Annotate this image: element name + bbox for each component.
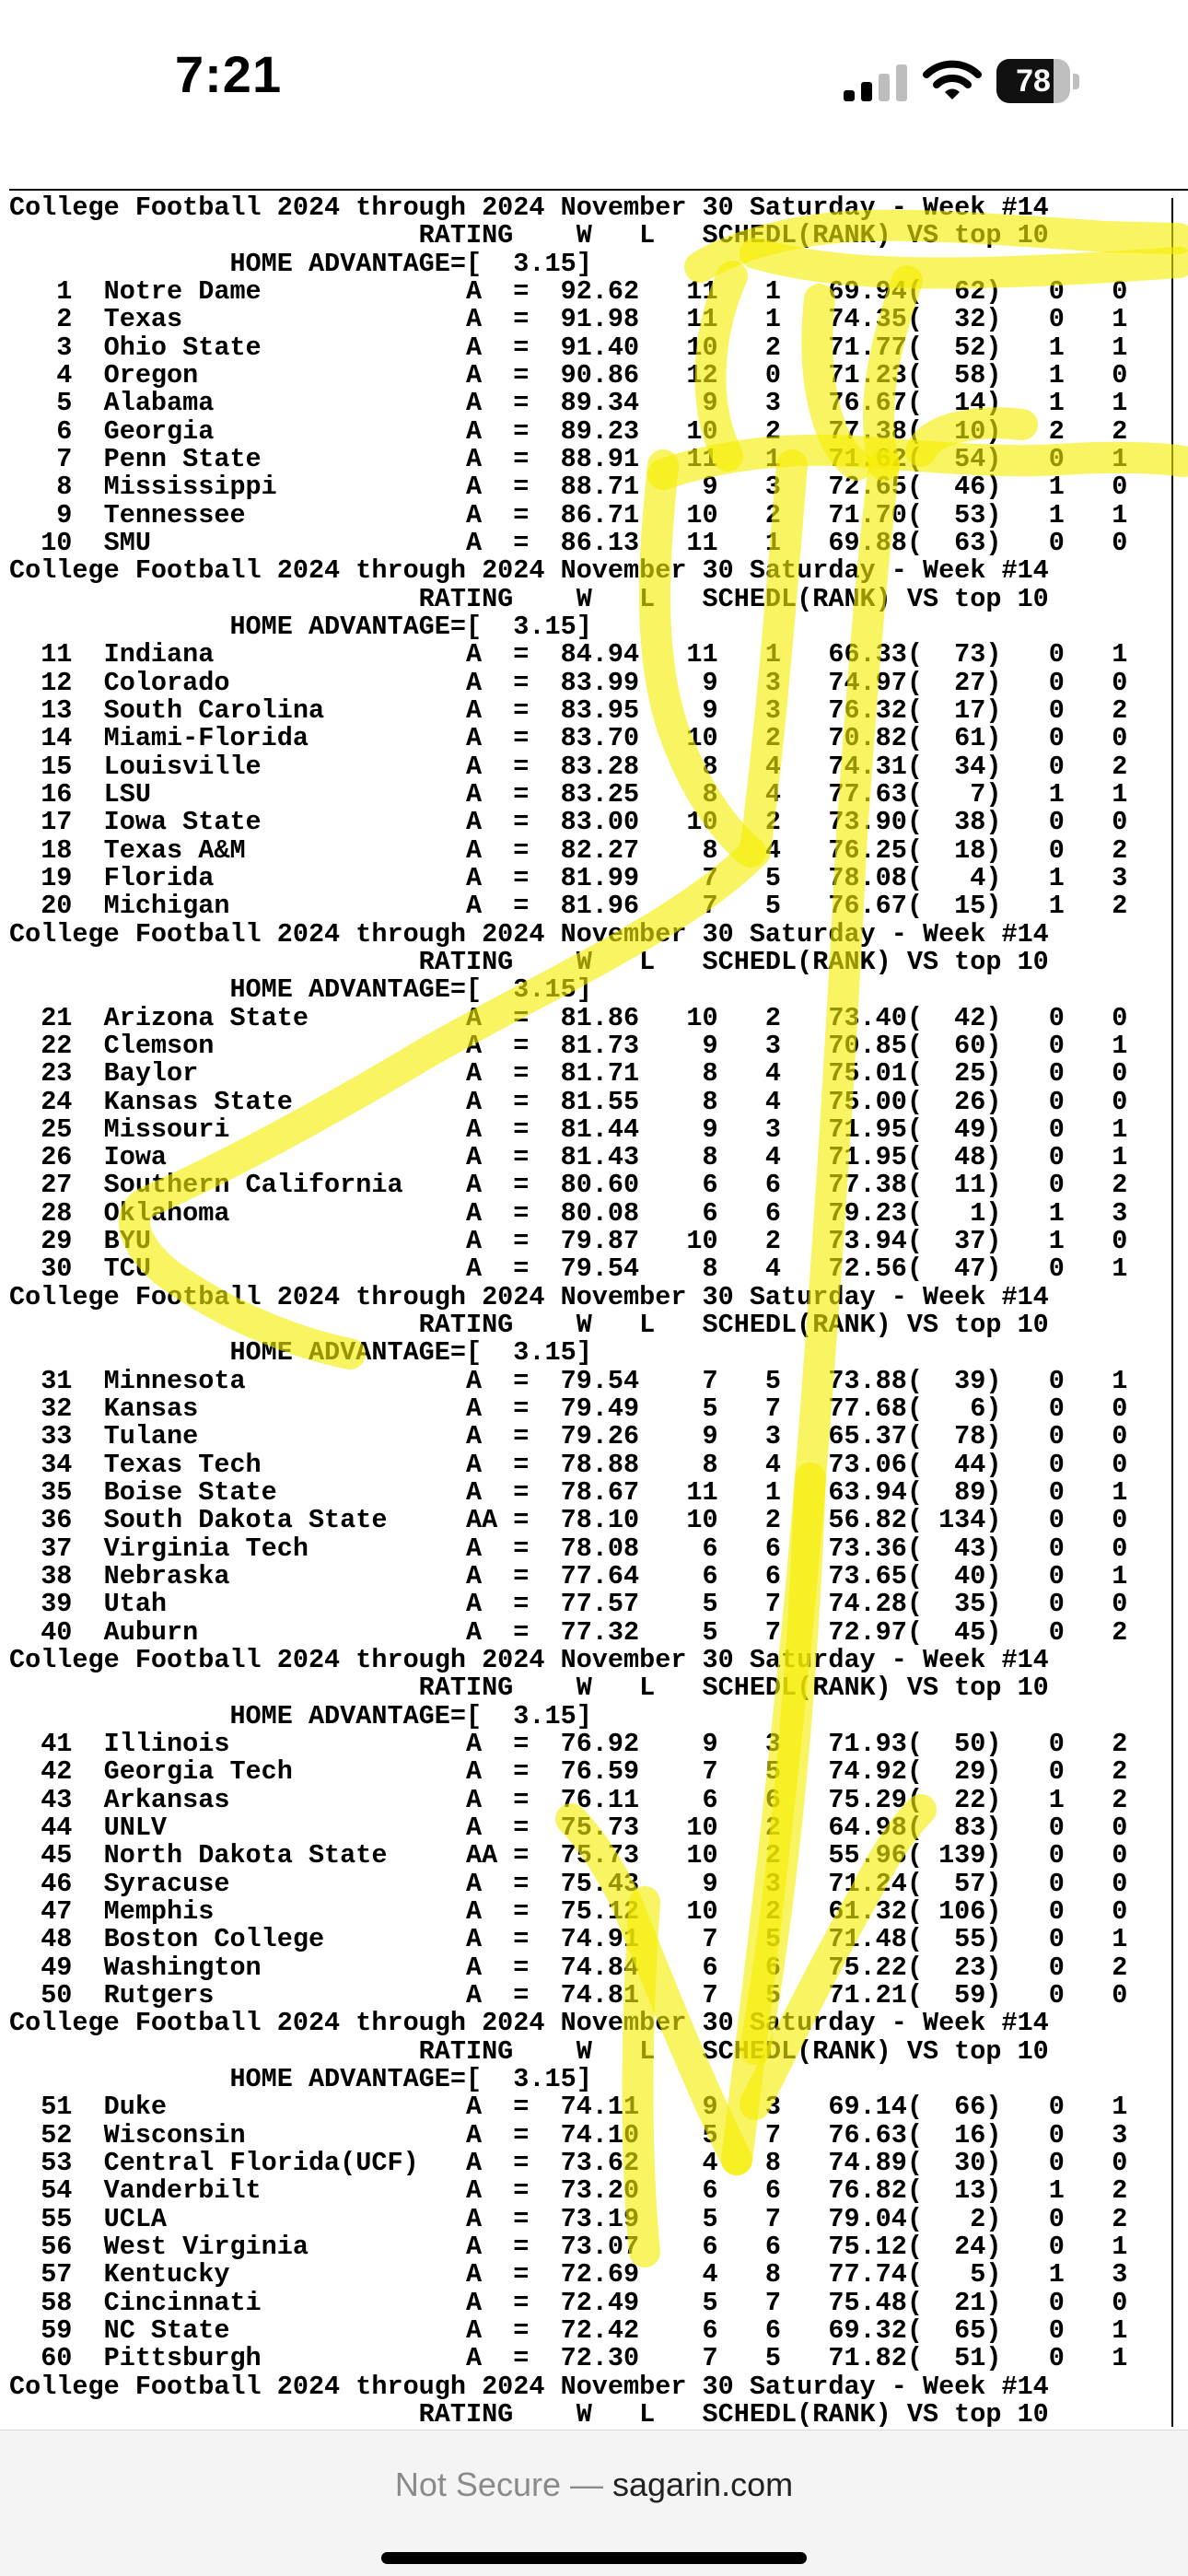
team-row: 9 Tennessee A = 86.71 10 2 71.70( 53) 1 1 xyxy=(9,499,1128,530)
team-row: 17 Iowa State A = 83.00 10 2 73.90( 38) 0 0 xyxy=(9,807,1128,838)
right-divider xyxy=(1171,198,1173,2427)
section-header: College Football 2024 through 2024 November 30 Saturday - Week #14 xyxy=(9,1281,1049,1312)
team-row: 14 Miami-Florida A = 83.70 10 2 70.82( 61) 0 0 xyxy=(9,723,1128,754)
team-row: 22 Clemson A = 81.73 9 3 70.85( 60) 0 1 xyxy=(9,1030,1128,1061)
url-separator: — xyxy=(560,2465,612,2503)
cellular-signal-icon xyxy=(842,64,915,101)
home-advantage: HOME ADVANTAGE=[ 3.15] xyxy=(9,248,592,279)
team-row: 31 Minnesota A = 79.54 7 5 73.88( 39) 0 1 xyxy=(9,1365,1128,1396)
team-row: 18 Texas A&M A = 82.27 8 4 76.25( 18) 0 2 xyxy=(9,834,1128,866)
home-advantage: HOME ADVANTAGE=[ 3.15] xyxy=(9,1700,592,1731)
team-row: 46 Syracuse A = 75.43 9 3 71.24( 57) 0 0 xyxy=(9,1868,1128,1899)
team-row: 39 Utah A = 77.57 5 7 74.28( 35) 0 0 xyxy=(9,1589,1128,1620)
team-row: 19 Florida A = 81.99 7 5 78.08( 4) 1 3 xyxy=(9,862,1128,893)
team-row: 48 Boston College A = 74.91 7 5 71.48( 55) 0 1 xyxy=(9,1924,1128,1955)
team-row: 60 Pittsburgh A = 72.30 7 5 71.82( 51) 0 1 xyxy=(9,2343,1128,2374)
home-advantage: HOME ADVANTAGE=[ 3.15] xyxy=(9,611,592,642)
page-content[interactable] xyxy=(0,189,1188,2427)
team-row: 27 Southern California A = 80.60 6 6 77.38( 11) 0 2 xyxy=(9,1170,1128,1201)
column-headers: RATING W L SCHEDL(RANK) VS top 10 xyxy=(9,583,1065,614)
team-row: 52 Wisconsin A = 74.10 5 7 76.63( 16) 0 3 xyxy=(9,2119,1128,2151)
team-row: 49 Washington A = 74.84 6 6 75.22( 23) 0 2 xyxy=(9,1952,1128,1983)
team-row: 45 North Dakota State AA = 75.73 10 2 55.96( 139) 0 0 xyxy=(9,1840,1128,1871)
team-row: 3 Ohio State A = 91.40 10 2 71.77( 52) 1 1 xyxy=(9,332,1128,363)
section-header: College Football 2024 through 2024 November 30 Saturday - Week #14 xyxy=(9,918,1049,950)
section-header: College Football 2024 through 2024 November 30 Saturday - Week #14 xyxy=(9,2371,1049,2402)
team-row: 2 Texas A = 91.98 11 1 74.35( 32) 0 1 xyxy=(9,304,1128,335)
team-row: 35 Boise State A = 78.67 11 1 63.94( 89) 0 1 xyxy=(9,1477,1128,1509)
team-row: 44 UNLV A = 75.73 10 2 64.98( 83) 0 0 xyxy=(9,1813,1128,1844)
team-row: 6 Georgia A = 89.23 10 2 77.38( 10) 2 2 xyxy=(9,415,1128,447)
home-indicator[interactable] xyxy=(381,2552,807,2564)
team-row: 21 Arizona State A = 81.86 10 2 73.40( 42) 0 0 xyxy=(9,1002,1128,1033)
home-advantage: HOME ADVANTAGE=[ 3.15] xyxy=(9,974,592,1006)
column-headers: RATING W L SCHEDL(RANK) VS top 10 xyxy=(9,1673,1065,1704)
url-display[interactable] xyxy=(0,2465,1188,2504)
team-row: 20 Michigan A = 81.96 7 5 76.67( 15) 1 2 xyxy=(9,891,1128,922)
team-row: 32 Kansas A = 79.49 5 7 77.68( 6) 0 0 xyxy=(9,1393,1128,1425)
column-headers: RATING W L SCHEDL(RANK) VS top 10 xyxy=(9,946,1065,977)
status-bar xyxy=(0,0,1188,161)
ratings-table xyxy=(9,194,1127,2427)
team-row: 8 Mississippi A = 88.71 9 3 72.65( 46) 1 0 xyxy=(9,472,1128,503)
team-row: 5 Alabama A = 89.34 9 3 76.67( 14) 1 1 xyxy=(9,388,1128,419)
home-advantage: HOME ADVANTAGE=[ 3.15] xyxy=(9,2063,592,2094)
column-headers: RATING W L SCHEDL(RANK) VS top 10 xyxy=(9,1310,1065,1341)
team-row: 26 Iowa A = 81.43 8 4 71.95( 48) 0 1 xyxy=(9,1142,1128,1173)
site-domain: sagarin.com xyxy=(612,2465,794,2503)
team-row: 13 South Carolina A = 83.95 9 3 76.32( 17) 0 2 xyxy=(9,694,1128,726)
battery-percent: 78 xyxy=(1016,64,1051,99)
team-row: 36 South Dakota State AA = 78.10 10 2 56.82( 134) 0 0 xyxy=(9,1505,1128,1536)
team-row: 28 Oklahoma A = 80.08 6 6 79.23( 1) 1 3 xyxy=(9,1197,1128,1229)
team-row: 51 Duke A = 74.11 9 3 69.14( 66) 0 1 xyxy=(9,2092,1128,2123)
top-divider xyxy=(9,189,1188,191)
team-row: 15 Louisville A = 83.28 8 4 74.31( 34) 0 2 xyxy=(9,751,1128,782)
team-row: 1 Notre Dame A = 92.62 11 1 69.94( 62) 0 0 xyxy=(9,275,1128,307)
team-row: 58 Cincinnati A = 72.49 5 7 75.48( 21) 0 0 xyxy=(9,2287,1128,2318)
team-row: 54 Vanderbilt A = 73.20 6 6 76.82( 13) 1 2 xyxy=(9,2175,1128,2207)
team-row: 53 Central Florida(UCF) A = 73.62 4 8 74.89( 30) 0 0 xyxy=(9,2147,1128,2178)
home-advantage: HOME ADVANTAGE=[ 3.15] xyxy=(9,1337,592,1369)
team-row: 41 Illinois A = 76.92 9 3 71.93( 50) 0 2 xyxy=(9,1729,1128,1760)
section-header: College Football 2024 through 2024 November 30 Saturday - Week #14 xyxy=(9,192,1049,223)
team-row: 40 Auburn A = 77.32 5 7 72.97( 45) 0 2 xyxy=(9,1616,1128,1648)
team-row: 16 LSU A = 83.25 8 4 77.63( 7) 1 1 xyxy=(9,778,1128,810)
column-headers: RATING W L SCHEDL(RANK) VS top 10 xyxy=(9,2035,1065,2067)
team-row: 50 Rutgers A = 74.81 7 5 71.21( 59) 0 0 xyxy=(9,1980,1128,2011)
team-row: 38 Nebraska A = 77.64 6 6 73.65( 40) 0 1 xyxy=(9,1561,1128,1592)
team-row: 12 Colorado A = 83.99 9 3 74.97( 27) 0 0 xyxy=(9,667,1128,698)
team-row: 33 Tulane A = 79.26 9 3 65.37( 78) 0 0 xyxy=(9,1421,1128,1452)
team-row: 29 BYU A = 79.87 10 2 73.94( 37) 1 0 xyxy=(9,1226,1128,1257)
team-row: 34 Texas Tech A = 78.88 8 4 73.06( 44) 0 0 xyxy=(9,1449,1128,1480)
team-row: 7 Penn State A = 88.91 11 1 71.62( 54) 0 1 xyxy=(9,443,1128,474)
column-headers: RATING W L SCHEDL(RANK) VS top 10 xyxy=(9,220,1065,251)
team-row: 55 UCLA A = 73.19 5 7 79.04( 2) 0 2 xyxy=(9,2203,1128,2234)
team-row: 4 Oregon A = 90.86 12 0 71.23( 58) 1 0 xyxy=(9,359,1128,390)
team-row: 23 Baylor A = 81.71 8 4 75.01( 25) 0 0 xyxy=(9,1058,1128,1090)
section-header: College Football 2024 through 2024 November 30 Saturday - Week #14 xyxy=(9,2008,1049,2039)
team-row: 10 SMU A = 86.13 11 1 69.88( 63) 0 0 xyxy=(9,527,1128,558)
section-header: College Football 2024 through 2024 November 30 Saturday - Week #14 xyxy=(9,555,1049,587)
column-headers: RATING W L SCHEDL(RANK) VS top 10 xyxy=(9,2398,1065,2427)
team-row: 56 West Virginia A = 73.07 6 6 75.12( 24) 0 1 xyxy=(9,2231,1128,2262)
team-row: 59 NC State A = 72.42 6 6 69.32( 65) 0 1 xyxy=(9,2314,1128,2346)
team-row: 30 TCU A = 79.54 8 4 72.56( 47) 0 1 xyxy=(9,1253,1128,1285)
team-row: 42 Georgia Tech A = 76.59 7 5 74.92( 29) 0 2 xyxy=(9,1756,1128,1788)
team-row: 24 Kansas State A = 81.55 8 4 75.00( 26) 0 0 xyxy=(9,1086,1128,1117)
team-row: 37 Virginia Tech A = 78.08 6 6 73.36( 43) 0 0 xyxy=(9,1533,1128,1564)
team-row: 47 Memphis A = 75.12 10 2 61.32( 106) 0 0 xyxy=(9,1896,1128,1928)
wifi-icon xyxy=(923,59,982,103)
team-row: 43 Arkansas A = 76.11 6 6 75.29( 22) 1 2 xyxy=(9,1784,1128,1815)
not-secure-label: Not Secure xyxy=(394,2465,561,2503)
section-header: College Football 2024 through 2024 November 30 Saturday - Week #14 xyxy=(9,1645,1049,1676)
team-row: 11 Indiana A = 84.94 11 1 66.33( 73) 0 1 xyxy=(9,639,1128,670)
team-row: 25 Missouri A = 81.44 9 3 71.95( 49) 0 1 xyxy=(9,1113,1128,1145)
team-row: 57 Kentucky A = 72.69 4 8 77.74( 5) 1 3 xyxy=(9,2259,1128,2290)
battery-icon xyxy=(996,59,1081,103)
clock: 7:21 xyxy=(175,45,283,103)
